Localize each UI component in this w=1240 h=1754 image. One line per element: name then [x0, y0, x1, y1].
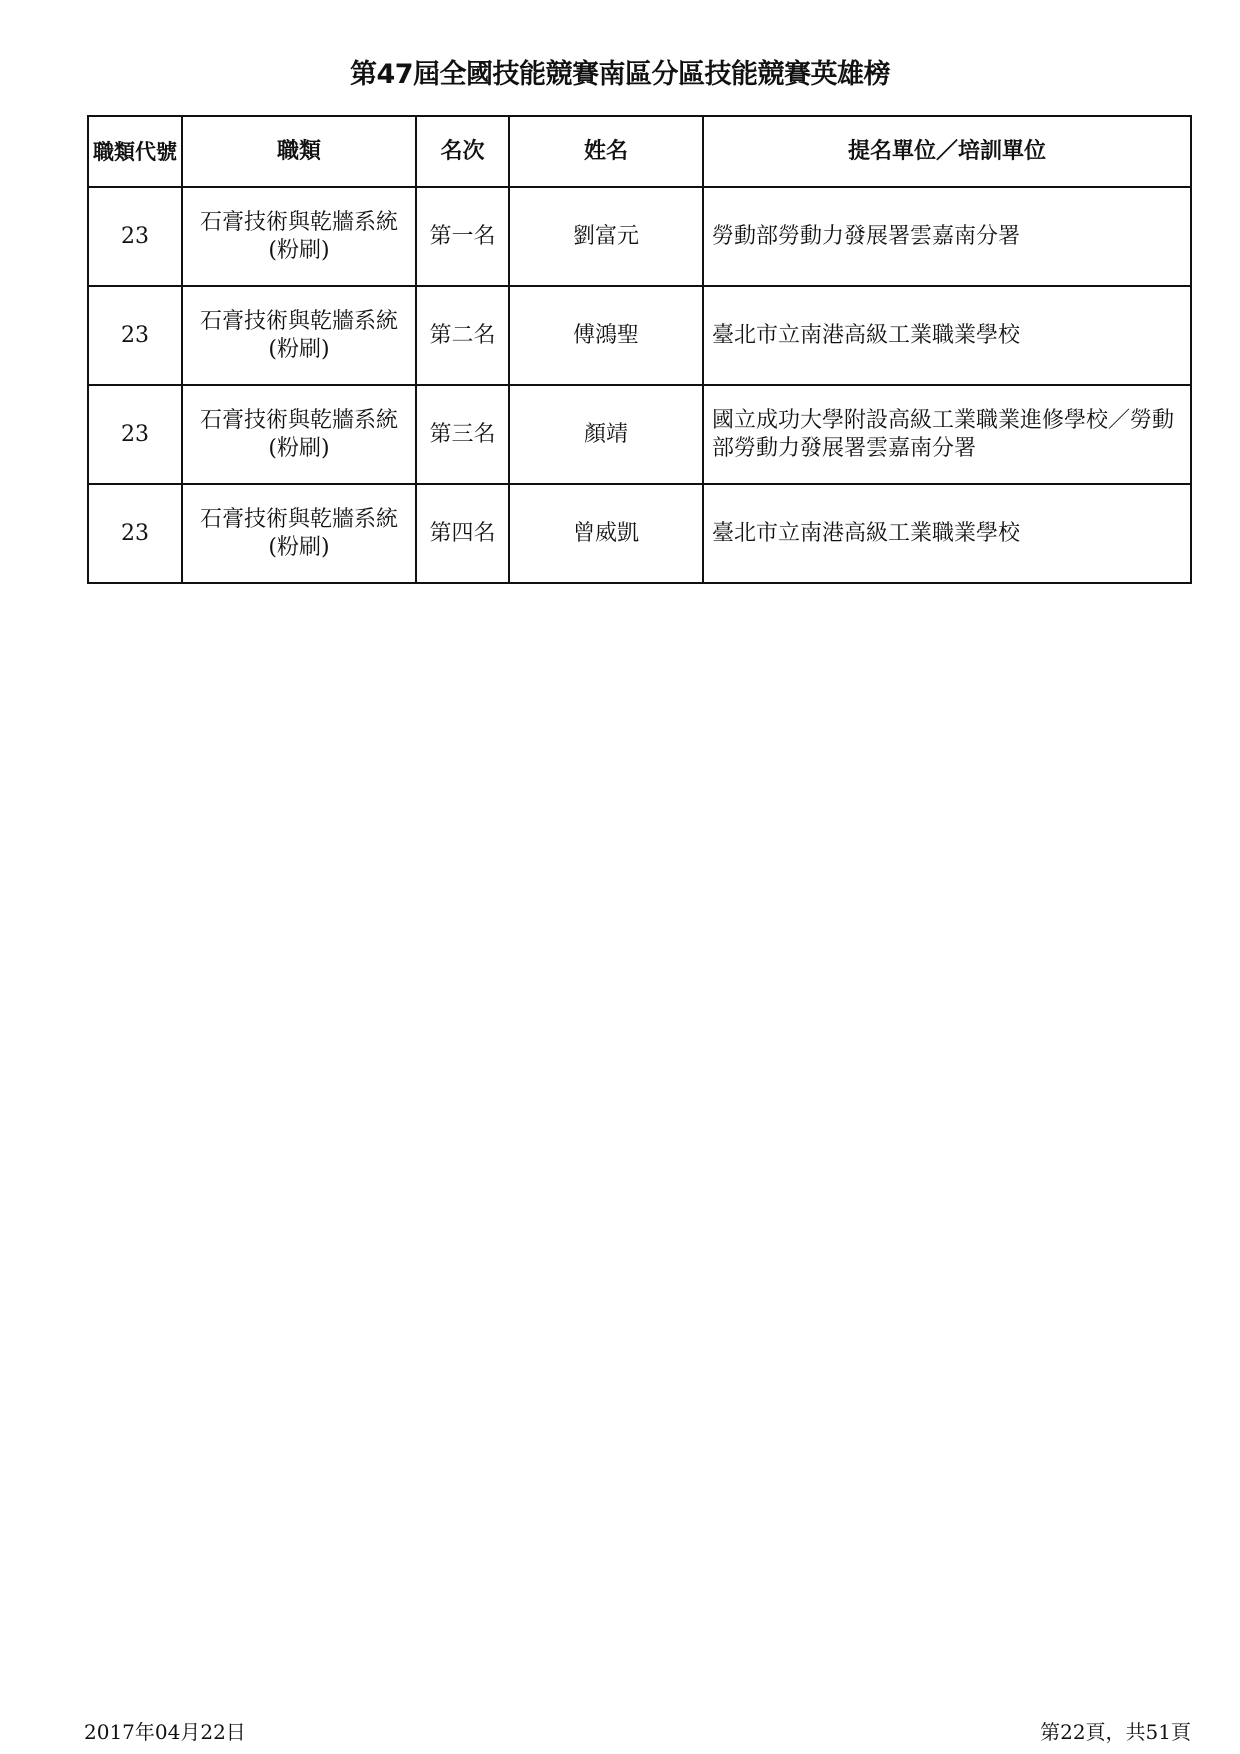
- rank-cell: 第二名: [416, 286, 509, 385]
- rank-cell: 第四名: [416, 484, 509, 583]
- footer-page-number: 第22頁，共51頁: [1040, 1720, 1191, 1744]
- name-cell: 顏靖: [509, 385, 703, 484]
- unit-cell: 臺北市立南港高級工業職業學校: [703, 484, 1191, 583]
- rank-cell: 第一名: [416, 187, 509, 286]
- category-cell: 石膏技術與乾牆系統(粉刷): [182, 286, 416, 385]
- header-code: 職類代號: [88, 116, 182, 187]
- name-cell: 傅鴻聖: [509, 286, 703, 385]
- table-row: [88, 385, 1191, 484]
- code-cell: 23: [88, 385, 182, 484]
- category-cell: 石膏技術與乾牆系統(粉刷): [182, 385, 416, 484]
- name-cell: 劉富元: [509, 187, 703, 286]
- table-header-row: [88, 116, 1191, 187]
- table-row: [88, 484, 1191, 583]
- header-category: 職類: [182, 116, 416, 187]
- category-cell: 石膏技術與乾牆系統(粉刷): [182, 187, 416, 286]
- results-table: [87, 115, 1192, 584]
- name-cell: 曾威凱: [509, 484, 703, 583]
- unit-cell: 國立成功大學附設高級工業職業進修學校／勞動部勞動力發展署雲嘉南分署: [703, 385, 1191, 484]
- header-rank: 名次: [416, 116, 509, 187]
- table-row: [88, 187, 1191, 286]
- header-name: 姓名: [509, 116, 703, 187]
- header-unit: 提名單位／培訓單位: [703, 116, 1191, 187]
- code-cell: 23: [88, 187, 182, 286]
- category-cell: 石膏技術與乾牆系統(粉刷): [182, 484, 416, 583]
- unit-cell: 勞動部勞動力發展署雲嘉南分署: [703, 187, 1191, 286]
- rank-cell: 第三名: [416, 385, 509, 484]
- document-title: 第47屆全國技能競賽南區分區技能競賽英雄榜: [349, 59, 891, 90]
- table-row: [88, 286, 1191, 385]
- unit-cell: 臺北市立南港高級工業職業學校: [703, 286, 1191, 385]
- code-cell: 23: [88, 484, 182, 583]
- footer-date: 2017年04月22日: [84, 1720, 246, 1744]
- code-cell: 23: [88, 286, 182, 385]
